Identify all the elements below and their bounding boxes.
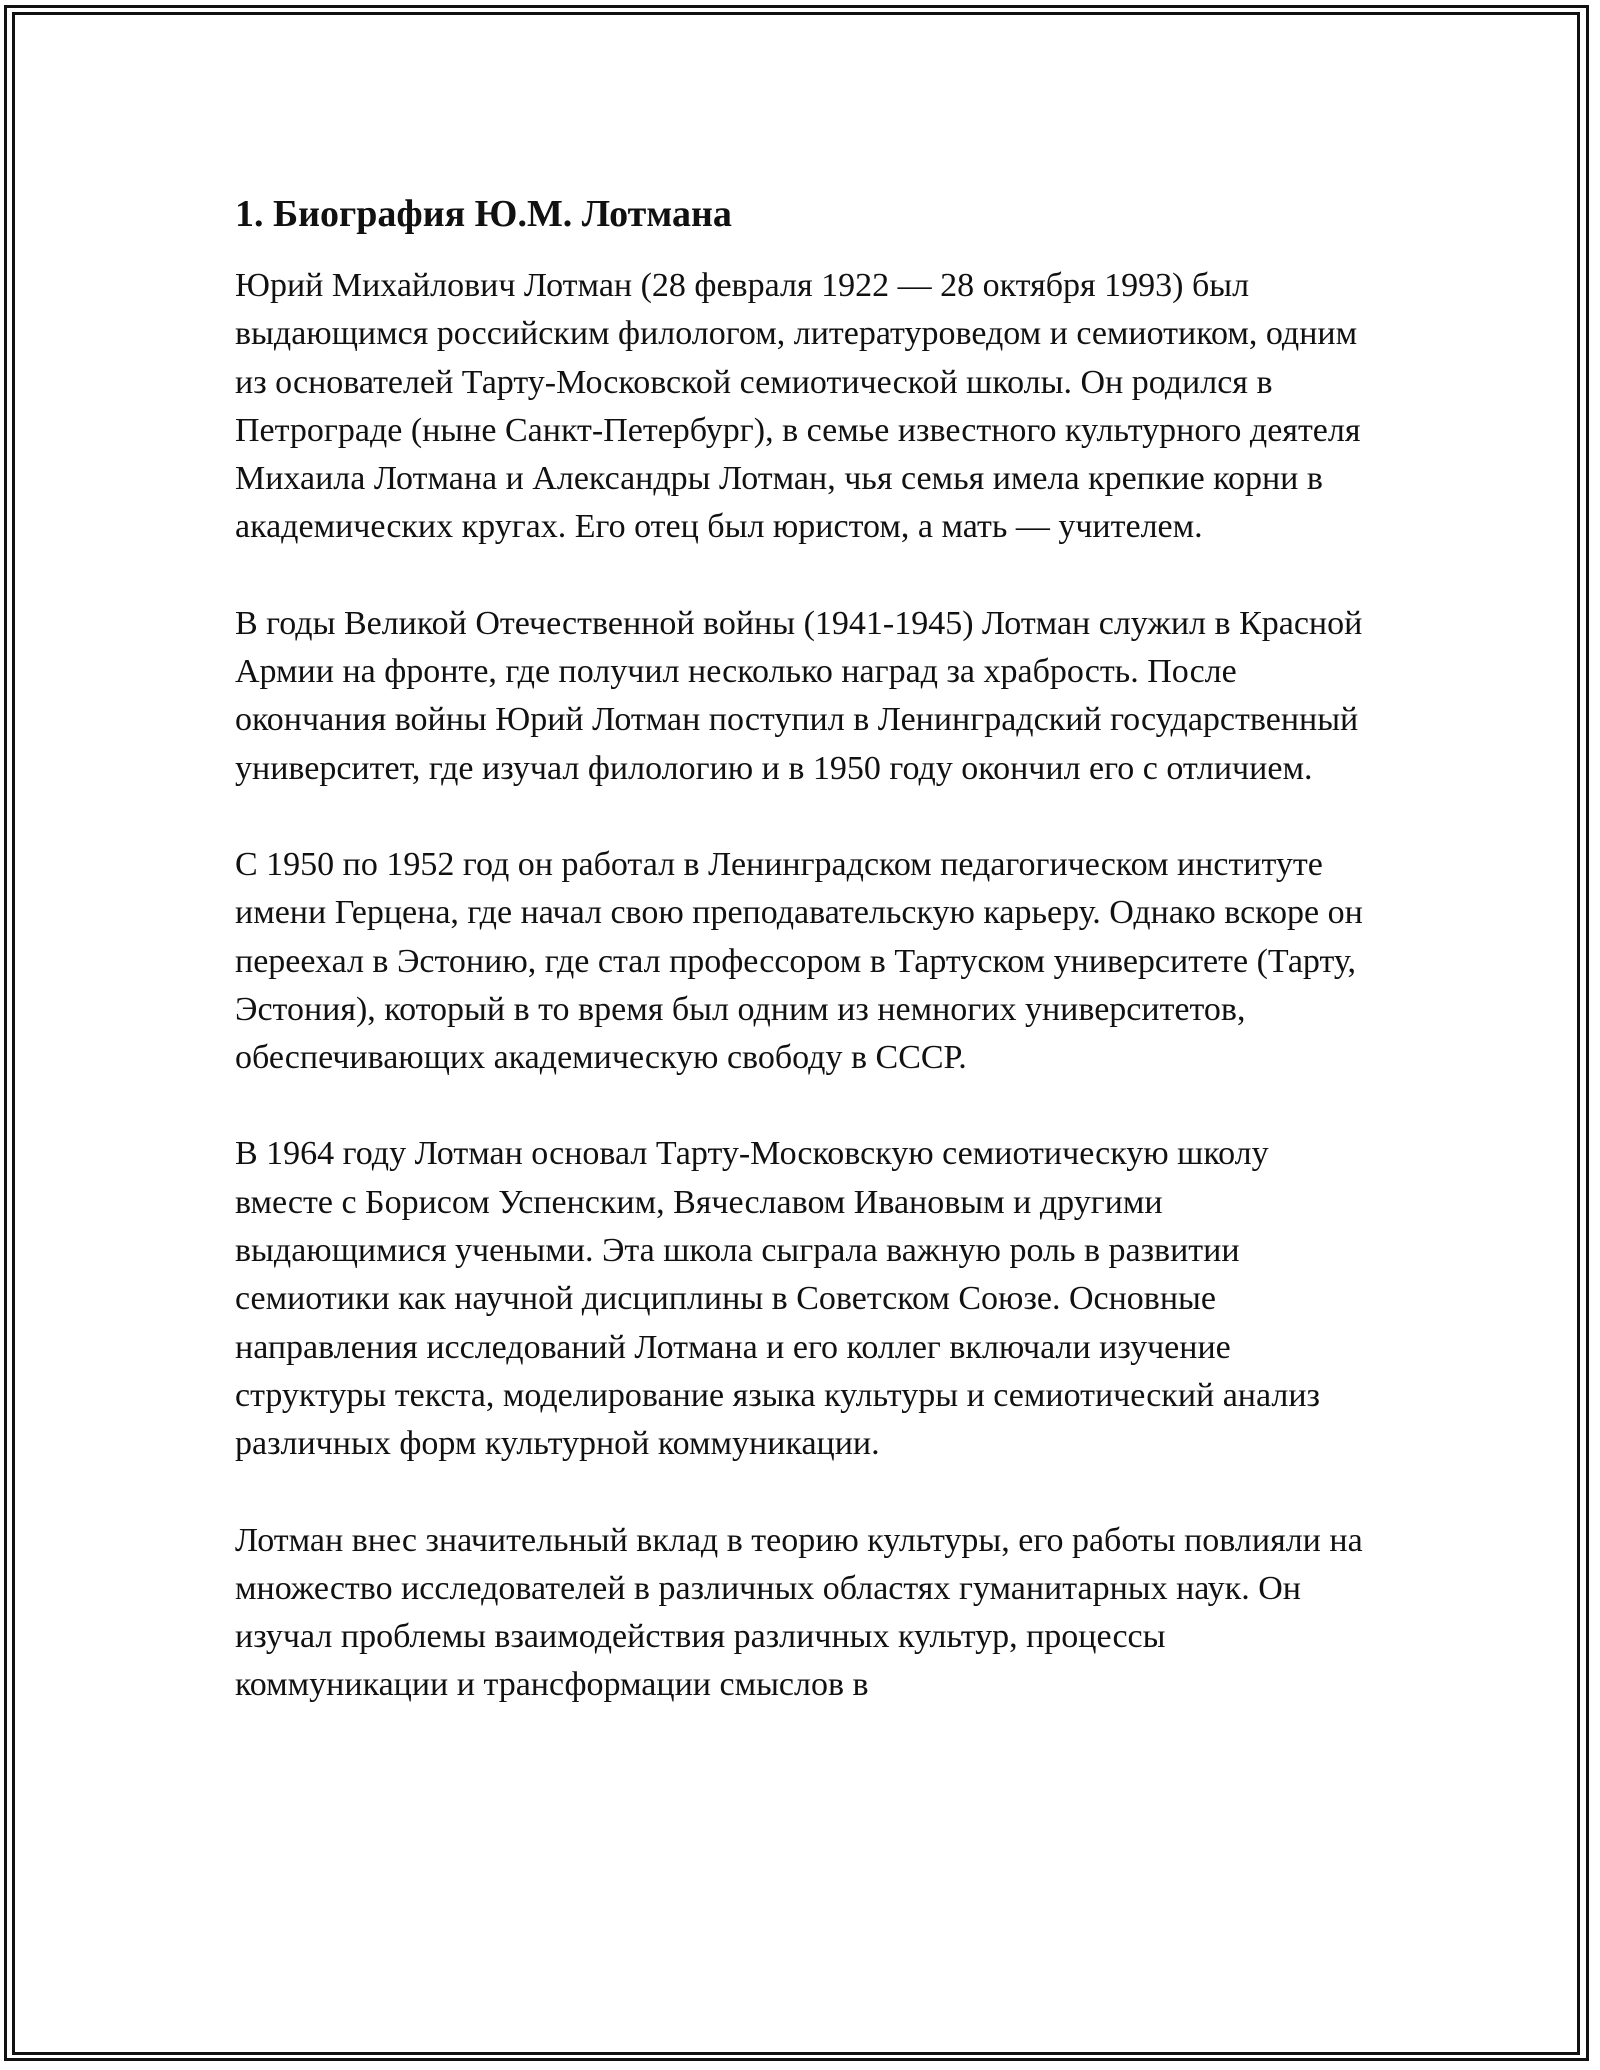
paragraph-contribution: Лотман внес значительный вклад в теорию культуры, его работы повлияли на множество исследователей в различных областях гуманитарных наук. Он изучал проблемы взаимодействия различных культур, процессы коммуникации и трансформации смыслов в <box>235 1521 1363 1704</box>
document-page <box>235 186 1375 1758</box>
paragraph-war-and-education: В годы Великой Отечественной войны (1941-1945) Лотман служил в Красной Армии на фронте, где получил несколько наград за храбрость. После окончания войны Юрий Лотман поступил в Ленинградский государственный университет, где изучал филологию и в 1950 году окончил его с отличием. <box>235 604 1363 787</box>
paragraph-semiotic-school: В 1964 году Лотман основал Тарту-Московскую семиотическую школу вместе с Борисом Успенским, Вячеславом Ивановым и другими выдающимися учеными. Эта школа сыграла важную роль в развитии семиотики как научной дисциплины в Советском Союзе. Основные направления исследований Лотмана и его коллег включали изучение структуры текста, моделирование языка культуры и семиотический анализ различных форм культурной коммуникации. <box>235 1135 1320 1463</box>
section-heading: 1. Биография Ю.М. Лотмана <box>235 193 732 235</box>
paragraph-early-career: С 1950 по 1952 год он работал в Ленинградском педагогическом институте имени Герцена, где начал свою преподавательскую карьеру. Однако вскоре он переехал в Эстонию, где стал профессором в Тартуском университете (Тарту, Эстония), который в то время был одним из немногих университетов, обеспечивающих академическую свободу в СССР. <box>235 845 1363 1077</box>
paragraph-early-life: Юрий Михайлович Лотман (28 февраля 1922 — 28 октября 1993) был выдающимся российским филологом, литературоведом и семиотиком, одним из основателей Тарту-Московской семиотической школы. Он родился в Петрограде (ныне Санкт-Петербург), в семье известного культурного деятеля Михаила Лотмана и Александры Лотман, чья семья имела крепкие корни в академических кругах. Его отец был юристом, а мать — учителем. <box>235 267 1361 546</box>
